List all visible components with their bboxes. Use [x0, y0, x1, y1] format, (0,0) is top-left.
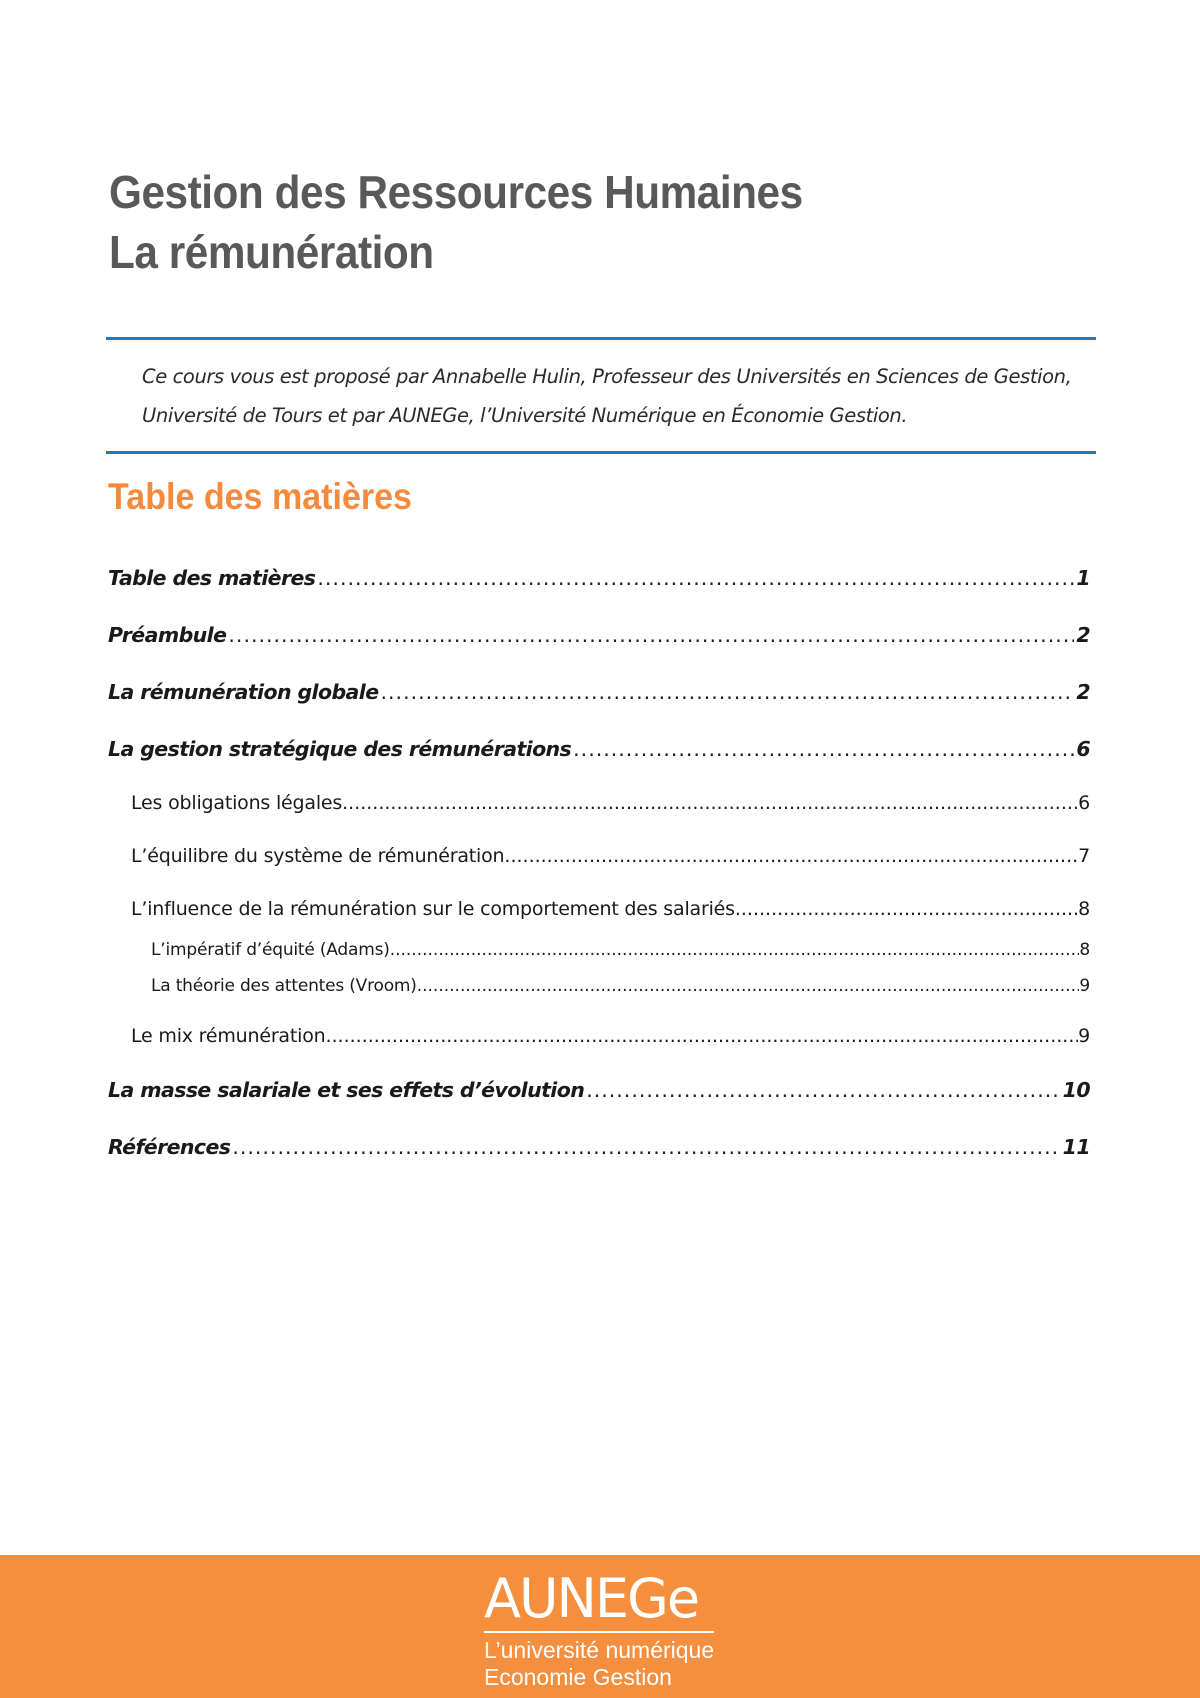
toc-entry[interactable] — [108, 680, 1090, 704]
toc-entry[interactable] — [131, 898, 1090, 920]
toc-entry-page: 7 — [1078, 845, 1090, 867]
toc-leader — [417, 976, 1080, 996]
toc-entry-page: 6 — [1078, 792, 1090, 814]
toc-leader — [573, 737, 1074, 761]
toc-leader — [317, 566, 1074, 590]
toc-entry-label: Table des matières — [108, 566, 316, 590]
page-title — [109, 162, 803, 282]
toc-leader — [325, 1025, 1078, 1047]
toc-leader — [586, 1078, 1060, 1102]
logo-tagline-1: L’université numérique — [484, 1637, 715, 1663]
toc-entry-page: 9 — [1079, 976, 1090, 996]
toc-entry[interactable] — [151, 976, 1090, 996]
toc-entry-page: 2 — [1076, 680, 1090, 704]
toc-leader — [342, 792, 1078, 814]
toc-entry[interactable] — [151, 940, 1090, 960]
divider-bottom — [106, 451, 1096, 454]
toc-entry-label: Références — [108, 1135, 231, 1159]
toc-entry-page: 8 — [1079, 940, 1090, 960]
toc-entry[interactable] — [108, 1135, 1090, 1159]
logo-divider — [484, 1631, 714, 1633]
toc-entry[interactable] — [131, 792, 1090, 814]
toc-entry-label: La gestion stratégique des rémunérations — [108, 737, 572, 761]
toc-entry-label: L’impératif d’équité (Adams) — [151, 940, 390, 960]
toc-leader — [232, 1135, 1060, 1159]
logo-tagline-2: Economie Gestion — [484, 1664, 672, 1690]
toc-entry-label: La rémunération globale — [108, 680, 379, 704]
toc-entry[interactable] — [108, 1078, 1090, 1102]
toc-entry[interactable] — [108, 623, 1090, 647]
toc-entry-label: Les obligations légales — [131, 792, 343, 814]
footer-band — [0, 1555, 1200, 1698]
toc-entry-page: 9 — [1078, 1025, 1090, 1047]
course-credit: Ce cours vous est proposé par Annabelle Hulin, Professeur des Universités en Sciences de Gestion, Université de Tours et par AUNEGe, l’Université Numérique en Économie Gestion. — [142, 365, 1072, 427]
title-line-2: La rémunération — [109, 226, 434, 278]
toc-entry-page: 8 — [1078, 898, 1090, 920]
toc-leader — [390, 940, 1080, 960]
toc-entry-label: L’équilibre du système de rémunération — [131, 845, 505, 867]
toc-leader — [228, 623, 1074, 647]
toc-entry-label: La masse salariale et ses effets d’évolution — [108, 1078, 585, 1102]
toc-entry-page: 6 — [1076, 737, 1090, 761]
toc-entry-page: 10 — [1062, 1078, 1090, 1102]
toc-entry-label: La théorie des attentes (Vroom) — [151, 976, 417, 996]
logo-wordmark: AUNEGe — [484, 1567, 699, 1630]
toc-entry[interactable] — [131, 845, 1090, 867]
title-line-1: Gestion des Ressources Humaines — [109, 166, 803, 218]
toc-entry-label: Le mix rémunération — [131, 1025, 326, 1047]
toc-entry-page: 1 — [1076, 566, 1090, 590]
toc-entry[interactable] — [131, 1025, 1090, 1047]
toc-leader — [735, 898, 1078, 920]
aunege-logo — [484, 1569, 714, 1691]
divider-top — [106, 337, 1096, 340]
toc-entry[interactable] — [108, 566, 1090, 590]
toc-entry-label: Préambule — [108, 623, 227, 647]
toc-heading: Table des matières — [108, 476, 412, 517]
toc-leader — [504, 845, 1078, 867]
toc-entry[interactable] — [108, 737, 1090, 761]
toc-entry-page: 2 — [1076, 623, 1090, 647]
toc-entry-label: L’influence de la rémunération sur le comportement des salariés — [131, 898, 735, 920]
toc-leader — [381, 680, 1075, 704]
toc-entry-page: 11 — [1062, 1135, 1090, 1159]
